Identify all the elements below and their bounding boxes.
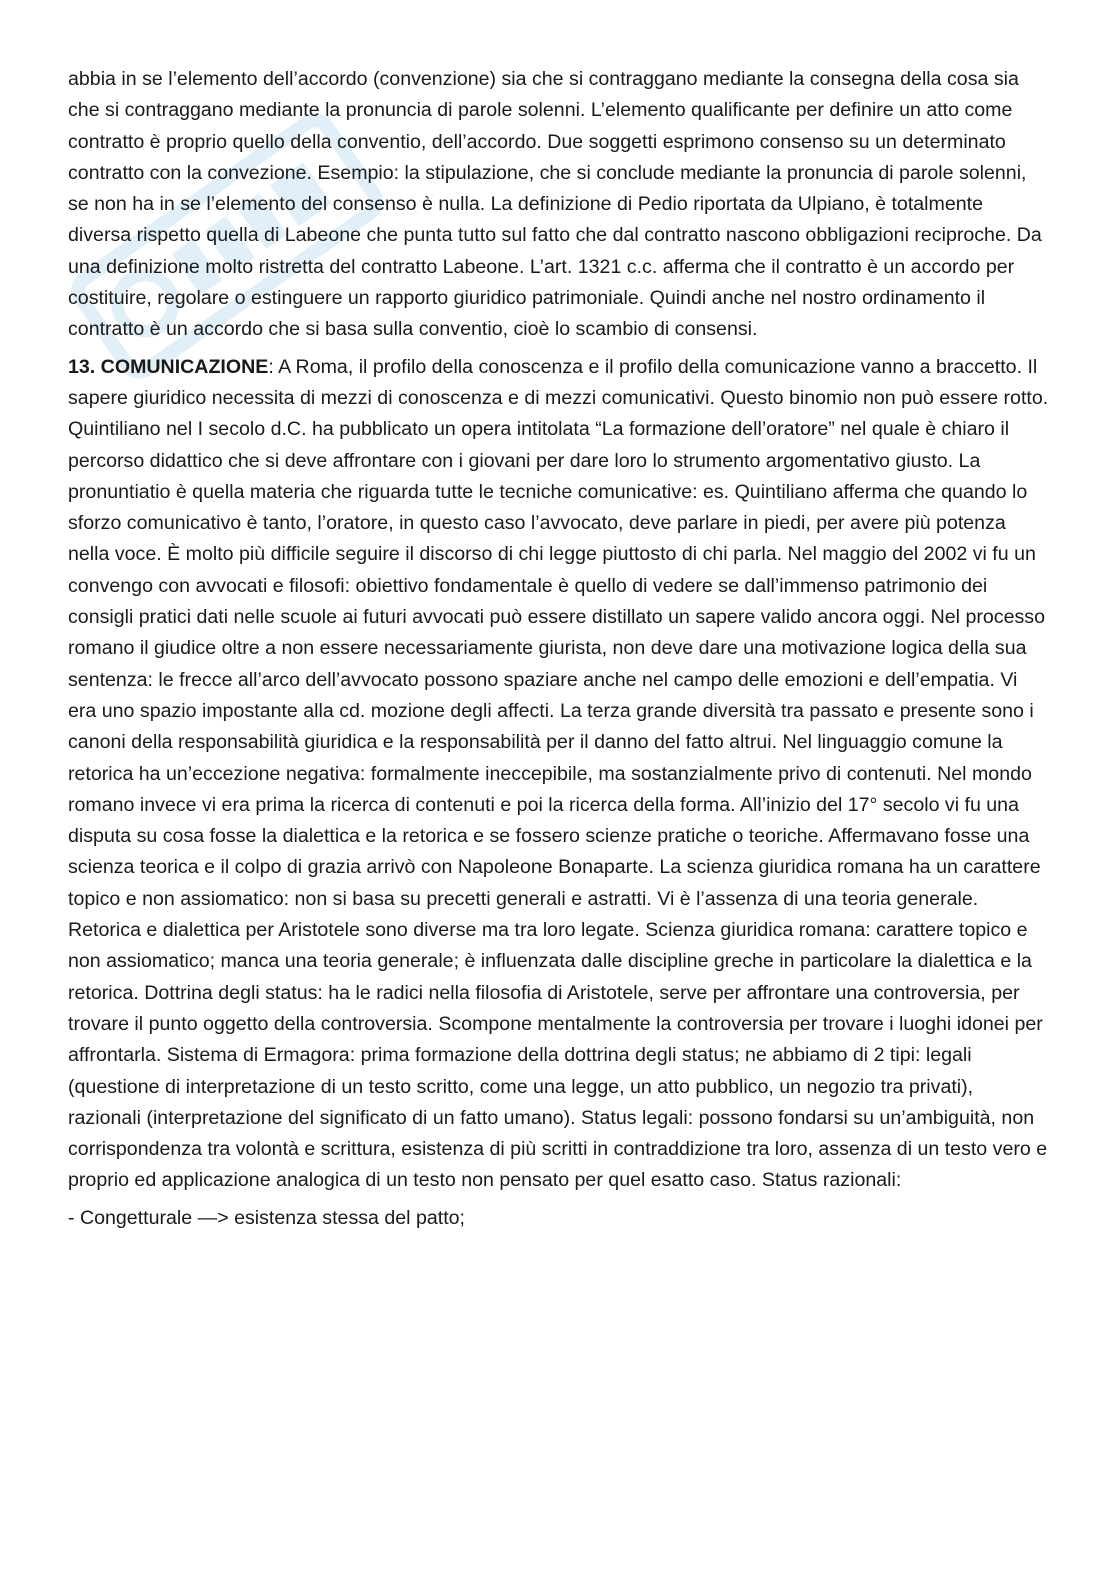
list-item-congetturale: - Congetturale —> esistenza stessa del patto; bbox=[68, 1206, 465, 1229]
paragraph-contract: abbia in se l’elemento dell’accordo (convenzione) sia che si contraggano mediante la consegna della cosa sia che si contraggano mediante la pronuncia di parole solenni. L’elemento qualificante per definire un atto come contratto è proprio quello della conventio, dell’accordo. Due soggetti esprimono consenso su un determinato contratto con la convezione. Esempio: la stipulazione, che si conclude mediante la pronuncia di parole solenni, se non ha in se l’elemento del consenso è nulla. La definizione di Pedio riportata da Ulpiano, è totalmente diversa rispetto quella di Labeone che punta tutto sul fatto che dal contratto nascono obbligazioni reciproche. Da una definizione molto ristretta del contratto Labeone. L’art. 1321 c.c. afferma che il contratto è un accordo per costituire, regolare o estinguere un rapporto giuridico patrimoniale. Quindi anche nel nostro ordinamento il contratto è un accordo che si basa sulla conventio, cioè lo scambio di consensi. bbox=[68, 68, 1042, 341]
section-body-comunicazione: : A Roma, il profilo della conoscenza e il profilo della comunicazione vanno a braccetto. Il sapere giuridico necessita di mezzi di conoscenza e di mezzi comunicativi. Questo binomio non può essere rotto. Quintiliano nel I secolo d.C. ha pubblicato un opera intitolata “La formazione dell’oratore” nel quale è chiaro il percorso didattico che si deve affrontare con i giovani per dare loro lo strumento argomentativo giusto. La pronuntiatio è quella materia che riguarda tutte le tecniche comunicative: es. Quintiliano afferma che quando lo sforzo comunicativo è tanto, l’oratore, in questo caso l’avvocato, deve parlare in piedi, per avere più potenza nella voce. È molto più difficile seguire il discorso di chi legge piuttosto di chi parla. Nel maggio del 2002 vi fu un convengo con avvocati e filosofi: obiettivo fondamentale è quello di vedere se dall’immenso patrimonio dei consigli pratici dati nelle scuole ai futuri avvocati può essere distillato un sapere valido ancora oggi. Nel processo romano il giudice oltre a non essere necessariamente giurista, non deve dare una motivazione logica della sua sentenza: le frecce all’arco dell’avvocato possono spaziare anche nel campo delle emozioni e dell’empatia. Vi era uno spazio impostante alla cd. mozione degli affecti. La terza grande diversità tra passato e presente sono i canoni della responsabilità giuridica e la responsabilità per il danno del fatto altrui. Nel linguaggio comune la retorica ha un’eccezione negativa: formalmente ineccepibile, ma sostanzialmente privo di contenuti. Nel mondo romano invece vi era prima la ricerca di contenuti e poi la ricerca della forma. All’inizio del 17° secolo vi fu una disputa su cosa fosse la dialettica e la retorica e se fossero scienze pratiche o teoriche. Affermavano fosse una scienza teorica e il colpo di grazia arrivò con Napoleone Bonaparte. La scienza giuridica romana ha un carattere topico e non assiomatico: non si basa su precetti generali e astratti. Vi è l’assenza di una teoria generale. Retorica e dialettica per Aristotele sono diverse ma tra loro legate. Scienza giuridica romana: carattere topico e non assiomatico; manca una teoria generale; è influenzata dalle discipline greche in particolare la dialettica e la retorica. Dottrina degli status: ha le radici nella filosofia di Aristotele, serve per affrontare una controversia, per trovare il punto oggetto della controversia. Scompone mentalmente la controversia per trovare i luoghi idonei per affrontarla. Sistema di Ermagora: prima formazione della dottrina degli status; ne abbiamo di 2 tipi: legali (questione di interpretazione di un testo scritto, come una legge, un atto pubblico, un negozio tra privati), razionali (interpretazione del significato di un fatto umano). Status legali: possono fondarsi su un’ambiguità, non corrispondenza tra volontà e scrittura, esistenza di più scritti in contraddizione tra loro, assenza di un testo vero e proprio ed applicazione analogica di un testo non pensato per quel esatto caso. Status razionali: bbox=[68, 355, 1049, 1192]
section-heading-comunicazione: 13. COMUNICAZIONE bbox=[68, 355, 269, 378]
document-body bbox=[68, 64, 1050, 1240]
paragraph-communication bbox=[68, 352, 1050, 1197]
